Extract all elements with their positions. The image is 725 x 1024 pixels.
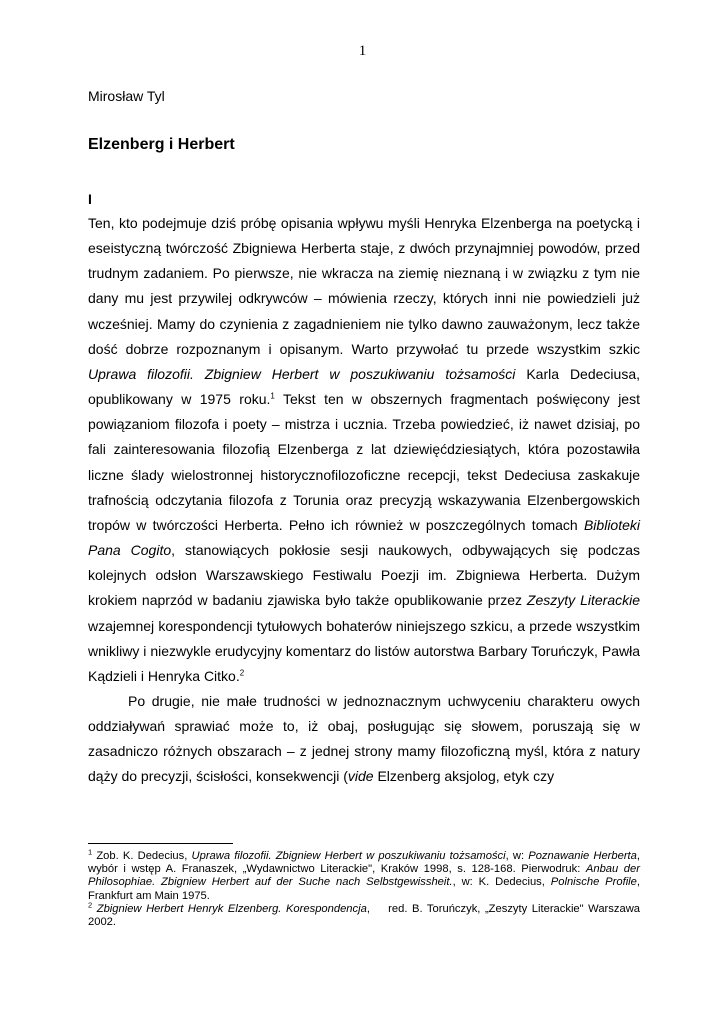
italic-title: Biblioteki Pana Cogito — [88, 516, 640, 559]
text-run: Po drugie, nie małe trudności w jednoznacznym uchwyceniu charakteru owych oddziaływań sprawiać może to, iż obaj, posługując się słowem, poruszają się w zasadniczo różnych obszarach – z jednej strony mamy filozoficzną myśl, która z natury dąży do precyzji, ścisłości, konsekwencji ( — [88, 692, 640, 785]
footnote-ref-2[interactable]: 2 — [239, 668, 245, 678]
italic-title: Polnische Profile — [550, 876, 637, 889]
text-run: , w: K. Dedecius, — [452, 876, 551, 889]
footnote-number: 1 — [88, 847, 93, 857]
paragraph-2 — [88, 689, 640, 790]
text-run: , Frankfurt am Main 1975. — [88, 876, 640, 902]
text-run: wzajemnej korespondencji tytułowych bohaterów niniejszego szkicu, a przede wszystkim wnikliwy i niezwykle erudycyjny komentarz do listów autorstwa Barbary Toruńczyk, Pawła Kądzieli i Henryka Citko. — [88, 617, 640, 684]
text-run: , wybór i wstęp A. Franaszek, „Wydawnictwo Literackie", Kraków 1998, s. 128-168. Pierwodruk: — [88, 850, 640, 876]
text-run: , stanowiących pokłosie sesji naukowych, odbywających się podczas kolejnych odsłon Warszawskiego Festiwalu Poezji im. Zbigniewa Herberta. Dużym krokiem naprzód w badaniu zjawiska było także opublikowanie przez — [88, 542, 640, 609]
italic-title: Zbigniew Herbert Henryk Elzenberg. Korespondencja — [96, 902, 367, 915]
text-run: Zob. K. Dedecius, — [92, 850, 192, 862]
text-run: Elzenberg aksjolog, etyk czy — [373, 768, 555, 785]
author-name: Mirosław Tyl — [88, 88, 165, 104]
footnotes — [88, 847, 644, 929]
text-run: Tekst ten w obszernych fragmentach poświęcony jest powiązaniom filozofa i poety – mistrza i ucznia. Trzeba powiedzieć, iż nawet dzisiaj, po fali zainteresowania filozofią Elzenberga z lat dziewięćdziesiątych, która pozostawiła liczne ślady wielostronnej historycznofilozoficzne recepcji, tekst Dedeciusa zaskakuje trafnością odczytania filozofa z Torunia oraz precyzją wskazywania Elzenbergowskich tropów w twórczości Herberta. Pełno ich również w poszczególnych tomach — [88, 391, 640, 533]
text-run: , w: — [505, 850, 529, 862]
footnote-2 — [88, 900, 644, 929]
footnote-1 — [88, 847, 640, 903]
italic-title: Uprawa filozofii. Zbigniew Herbert w poszukiwaniu tożsamości — [191, 850, 506, 862]
italic-title: Uprawa filozofii. Zbigniew Herbert w poszukiwaniu tożsamości — [88, 365, 516, 382]
text-run: Ten, kto podejmuje dziś próbę opisania wpływu myśli Henryka Elzenberga na poetycką i eseistyczną twórczość Zbigniewa Herberta staje, z dwóch przynajmniej powodów, przed trudnym zadaniem. Po pierwsze, nie wkracza na ziemię nieznaną i w związku z tym nie dany mu jest przywilej odkrywców – mówienia rzeczy, których inni nie powiedzieli już wcześniej. Mamy do czynienia z zagadnieniem nie tylko dawno zauważonym, lecz także dość dobrze rozpoznanym i opisanym. Warto przywołać tu przede wszystkim szkic — [88, 215, 640, 357]
italic-word: vide — [347, 768, 374, 785]
article-title: Elzenberg i Herbert — [88, 136, 235, 153]
text-run: Karla Dedeciusa, opublikowany w 1975 roku. — [88, 365, 640, 408]
italic-title: Poznawanie Herberta — [528, 850, 637, 862]
body-text — [88, 211, 640, 790]
page-number: 1 — [358, 43, 367, 59]
footnote-number: 2 — [88, 900, 93, 910]
italic-title: Zeszyty Literackie — [526, 592, 640, 609]
paragraph-1 — [88, 211, 640, 689]
footnote-separator — [88, 843, 233, 844]
text-run: , red. B. Toruńczyk, „Zeszyty Literackie" Warszawa 2002. — [88, 902, 644, 929]
italic-title: Anbau der Philosophiae. Zbigniew Herbert auf der Suche nach Selbstgewissheit. — [88, 863, 640, 889]
footnote-ref-1[interactable]: 1 — [270, 391, 275, 401]
section-label: I — [88, 191, 92, 207]
